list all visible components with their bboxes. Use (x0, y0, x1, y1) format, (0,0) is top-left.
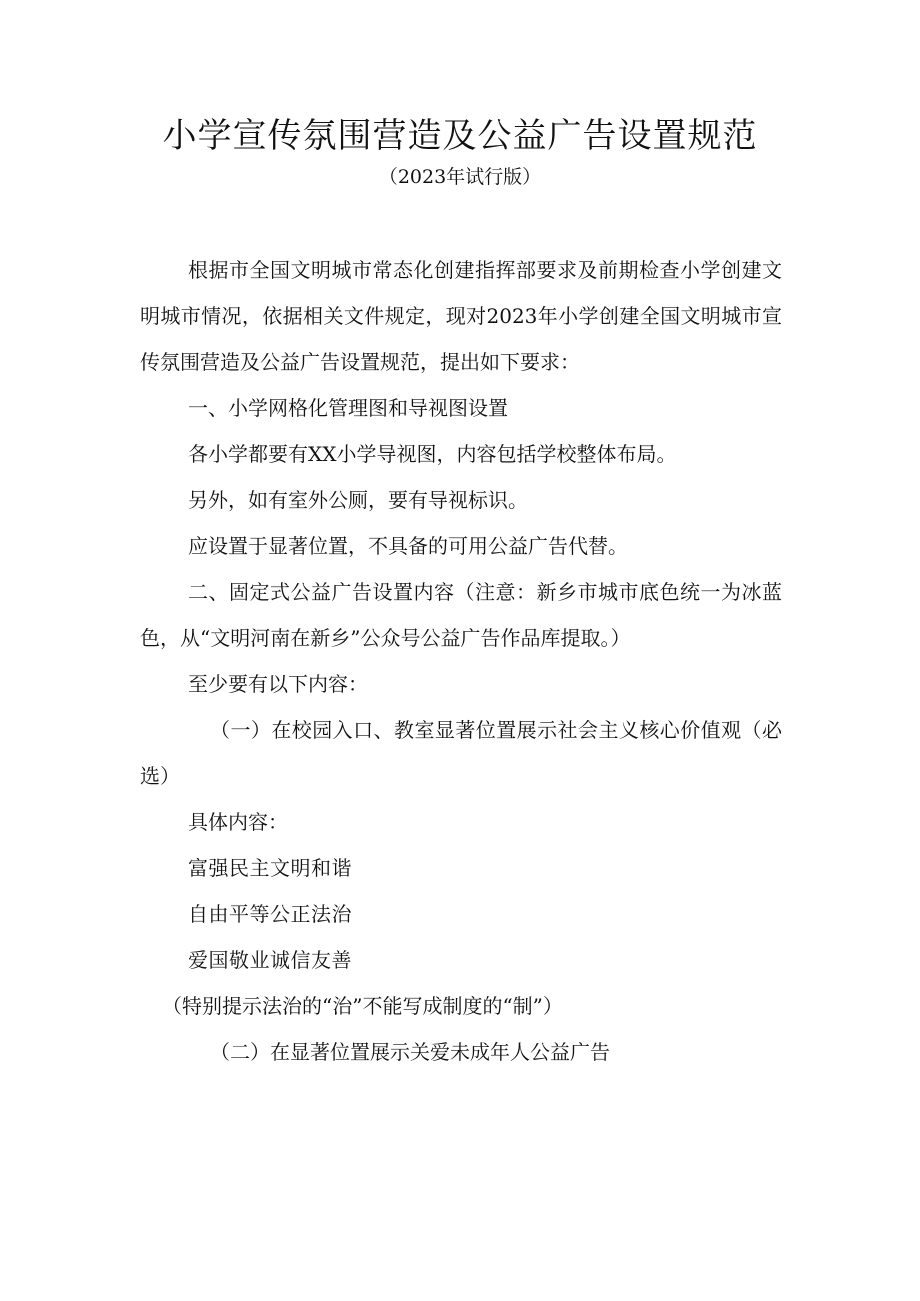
section2-note: （注意：新乡市城市底色统一为冰蓝色，从“文明河南在新乡”公众号公益广告作品库提取。） (140, 580, 782, 650)
section2-paragraph (140, 569, 782, 661)
section2-item-1: （一）在校园入口、教室显著位置展示社会主义核心价值观（必选） (140, 718, 782, 788)
core-values-line-1: 富强民主文明和谐 (188, 856, 352, 880)
section1-line-2: 另外，如有室外公厕，要有导视标识。 (188, 488, 528, 512)
section1-line-1: 各小学都要有XX小学导视图，内容包括学校整体布局。 (188, 442, 677, 466)
section2-item-2: （二）在显著位置展示关爱未成年人公益广告 (210, 1040, 610, 1064)
section2-item-1-detail-label: 具体内容： (188, 810, 288, 834)
section1-heading: 一、小学网格化管理图和导视图设置 (188, 396, 508, 420)
section2-heading: 二、固定式公益广告设置内容 (188, 580, 455, 604)
section2-reminder: （特别提示法治的“治”不能写成制度的“制”） (162, 994, 563, 1018)
core-values-line-3: 爱国敬业诚信友善 (188, 948, 352, 972)
section1-line-3: 应设置于显著位置，不具备的可用公益广告代替。 (188, 534, 628, 558)
document-title: 小学宣传氛围营造及公益广告设置规范 (162, 116, 758, 156)
intro-paragraph: 根据市全国文明城市常态化创建指挥部要求及前期检查小学创建文明城市情况，依据相关文件规定，现对2023年小学创建全国文明城市宣传氛围营造及公益广告设置规范，提出如下要求： (140, 258, 782, 374)
section2-lead: 至少要有以下内容： (188, 672, 368, 696)
core-values-line-2: 自由平等公正法治 (188, 902, 352, 926)
document-subtitle: （2023年试行版） (378, 166, 542, 188)
document-body (140, 247, 782, 1075)
